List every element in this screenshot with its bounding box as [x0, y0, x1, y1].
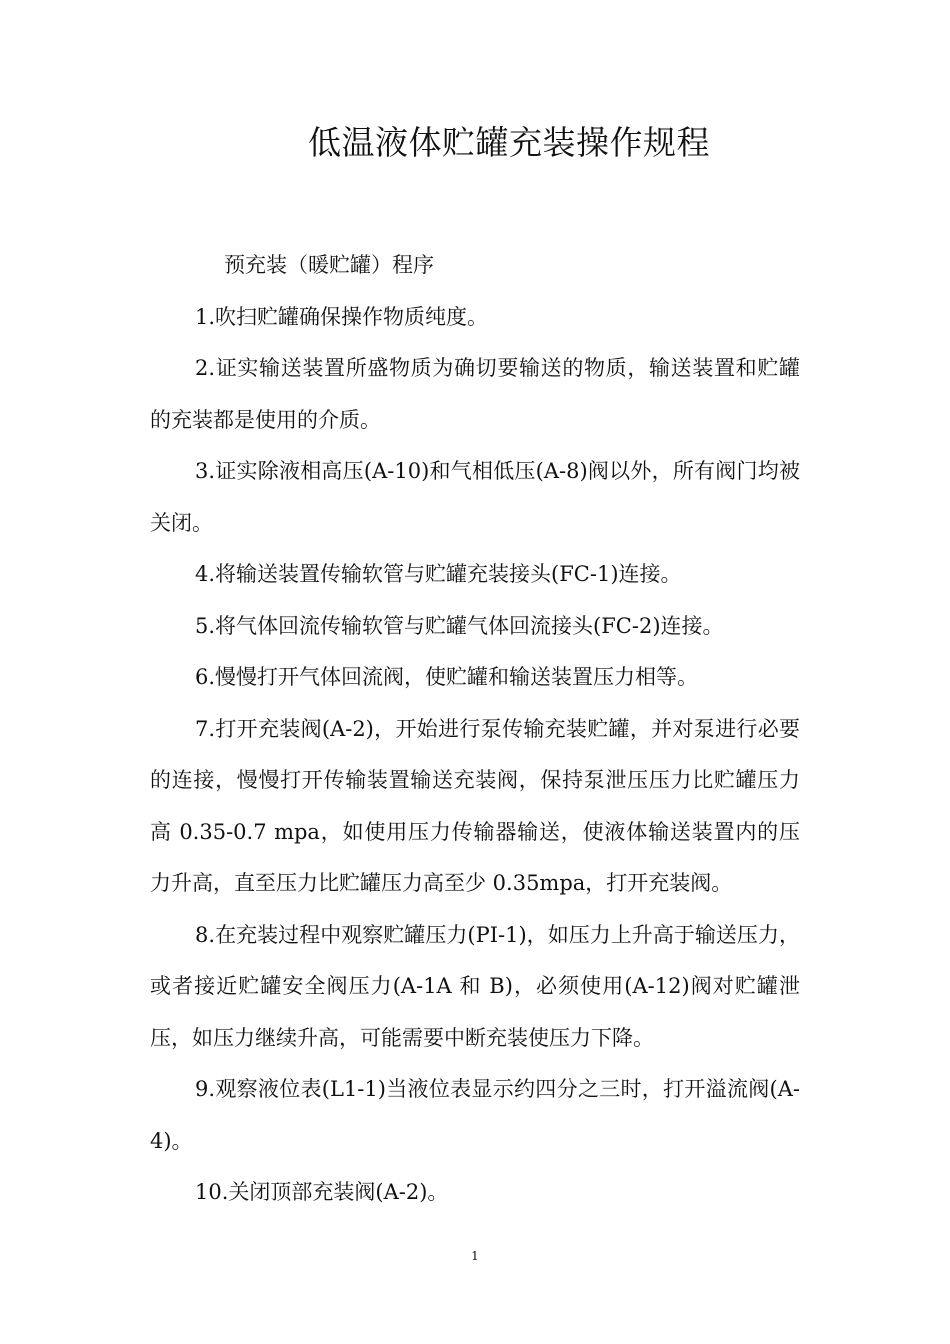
step-7: 7.打开充装阀(A-2)，开始进行泵传输充装贮罐，并对泵进行必要的连接，慢慢打开传输装置输送充装阀，保持泵泄压压力比贮罐压力高 0.35-0.7 mpa，如使用压力传输器输送，使液体输送装置内的压力升高，直至压力比贮罐压力高至少 0.35mpa，打开充装阀。 [150, 716, 800, 895]
page-number: 1 [471, 1249, 479, 1263]
step-8: 8.在充装过程中观察贮罐压力(PI-1)，如压力上升高于输送压力，或者接近贮罐安全阀压力(A-1A 和 B)，必须使用(A-12)阀对贮罐泄压，如压力继续升高，可能需要中断充装使压力下降。 [150, 922, 800, 1050]
document-title: 低温液体贮罐充装操作规程 [308, 123, 710, 162]
document-body [150, 240, 800, 1219]
step-1: 1.吹扫贮罐确保操作物质纯度。 [195, 304, 489, 329]
step-4: 4.将输送装置传输软管与贮罐充装接头(FC-1)连接。 [195, 562, 682, 586]
step-6: 6.慢慢打开气体回流阀，使贮罐和输送装置压力相等。 [195, 665, 699, 689]
step-10: 10.关闭顶部充装阀(A-2)。 [195, 1180, 449, 1204]
section-heading: 预充装（暖贮罐）程序 [224, 253, 434, 277]
step-9: 9.观察液位表(L1-1)当液位表显示约四分之三时，打开溢流阀(A-4)。 [150, 1077, 800, 1153]
step-2: 2.证实输送装置所盛物质为确切要输送的物质，输送装置和贮罐的充装都是使用的介质。 [150, 356, 800, 432]
step-3: 3.证实除液相高压(A-10)和气相低压(A-8)阀以外，所有阀门均被关闭。 [150, 459, 800, 535]
step-5: 5.将气体回流传输软管与贮罐气体回流接头(FC-2)连接。 [195, 613, 724, 638]
